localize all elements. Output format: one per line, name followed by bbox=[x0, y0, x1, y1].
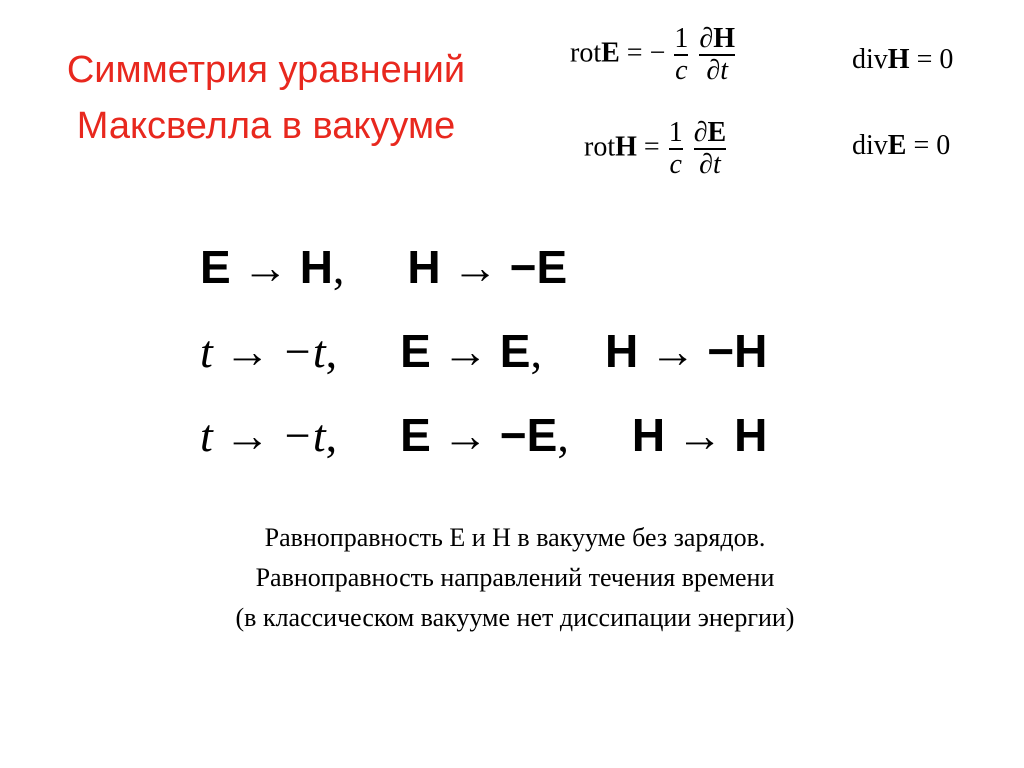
fraction-de-dt: $\frac{\partial E}{\partial t}$ bbox=[693, 117, 727, 180]
title-line-1: Симметрия уравнений bbox=[66, 49, 466, 91]
transform-row-3: t → −t, E → −E, H → H bbox=[200, 409, 768, 461]
equation-rot-e: rotE = − $\frac{1}{c}$ $\frac{\partial H}{\partial t}$ bbox=[570, 23, 736, 86]
equation-div-e: divE = 0 bbox=[852, 130, 951, 161]
fraction-dh-dt: $\frac{\partial H}{\partial t}$ bbox=[699, 23, 736, 86]
title-line-2: Максвелла в вакууме bbox=[76, 105, 456, 147]
fraction-1-over-c: $\frac{1}{c}$ bbox=[668, 117, 683, 180]
note-line-2: Равноправность направлений течения времени bbox=[255, 563, 775, 592]
note-line-1: Равноправность Е и Н в вакууме без зарядов. bbox=[264, 523, 766, 552]
slide-title bbox=[16, 42, 516, 154]
equation-rot-h: rotH = $\frac{1}{c}$ $\frac{\partial E}{\partial t}$ bbox=[584, 117, 727, 180]
fraction-1-over-c: $\frac{1}{c}$ bbox=[674, 23, 689, 86]
note-line-3: (в классическом вакууме нет диссипации энергии) bbox=[235, 603, 795, 632]
transform-row-2: t → −t, E → E, H → −H bbox=[200, 325, 768, 377]
equation-div-h: divH = 0 bbox=[852, 44, 954, 75]
transform-row-1: E → H, H → −E bbox=[200, 241, 568, 293]
explanation-text bbox=[60, 518, 970, 638]
